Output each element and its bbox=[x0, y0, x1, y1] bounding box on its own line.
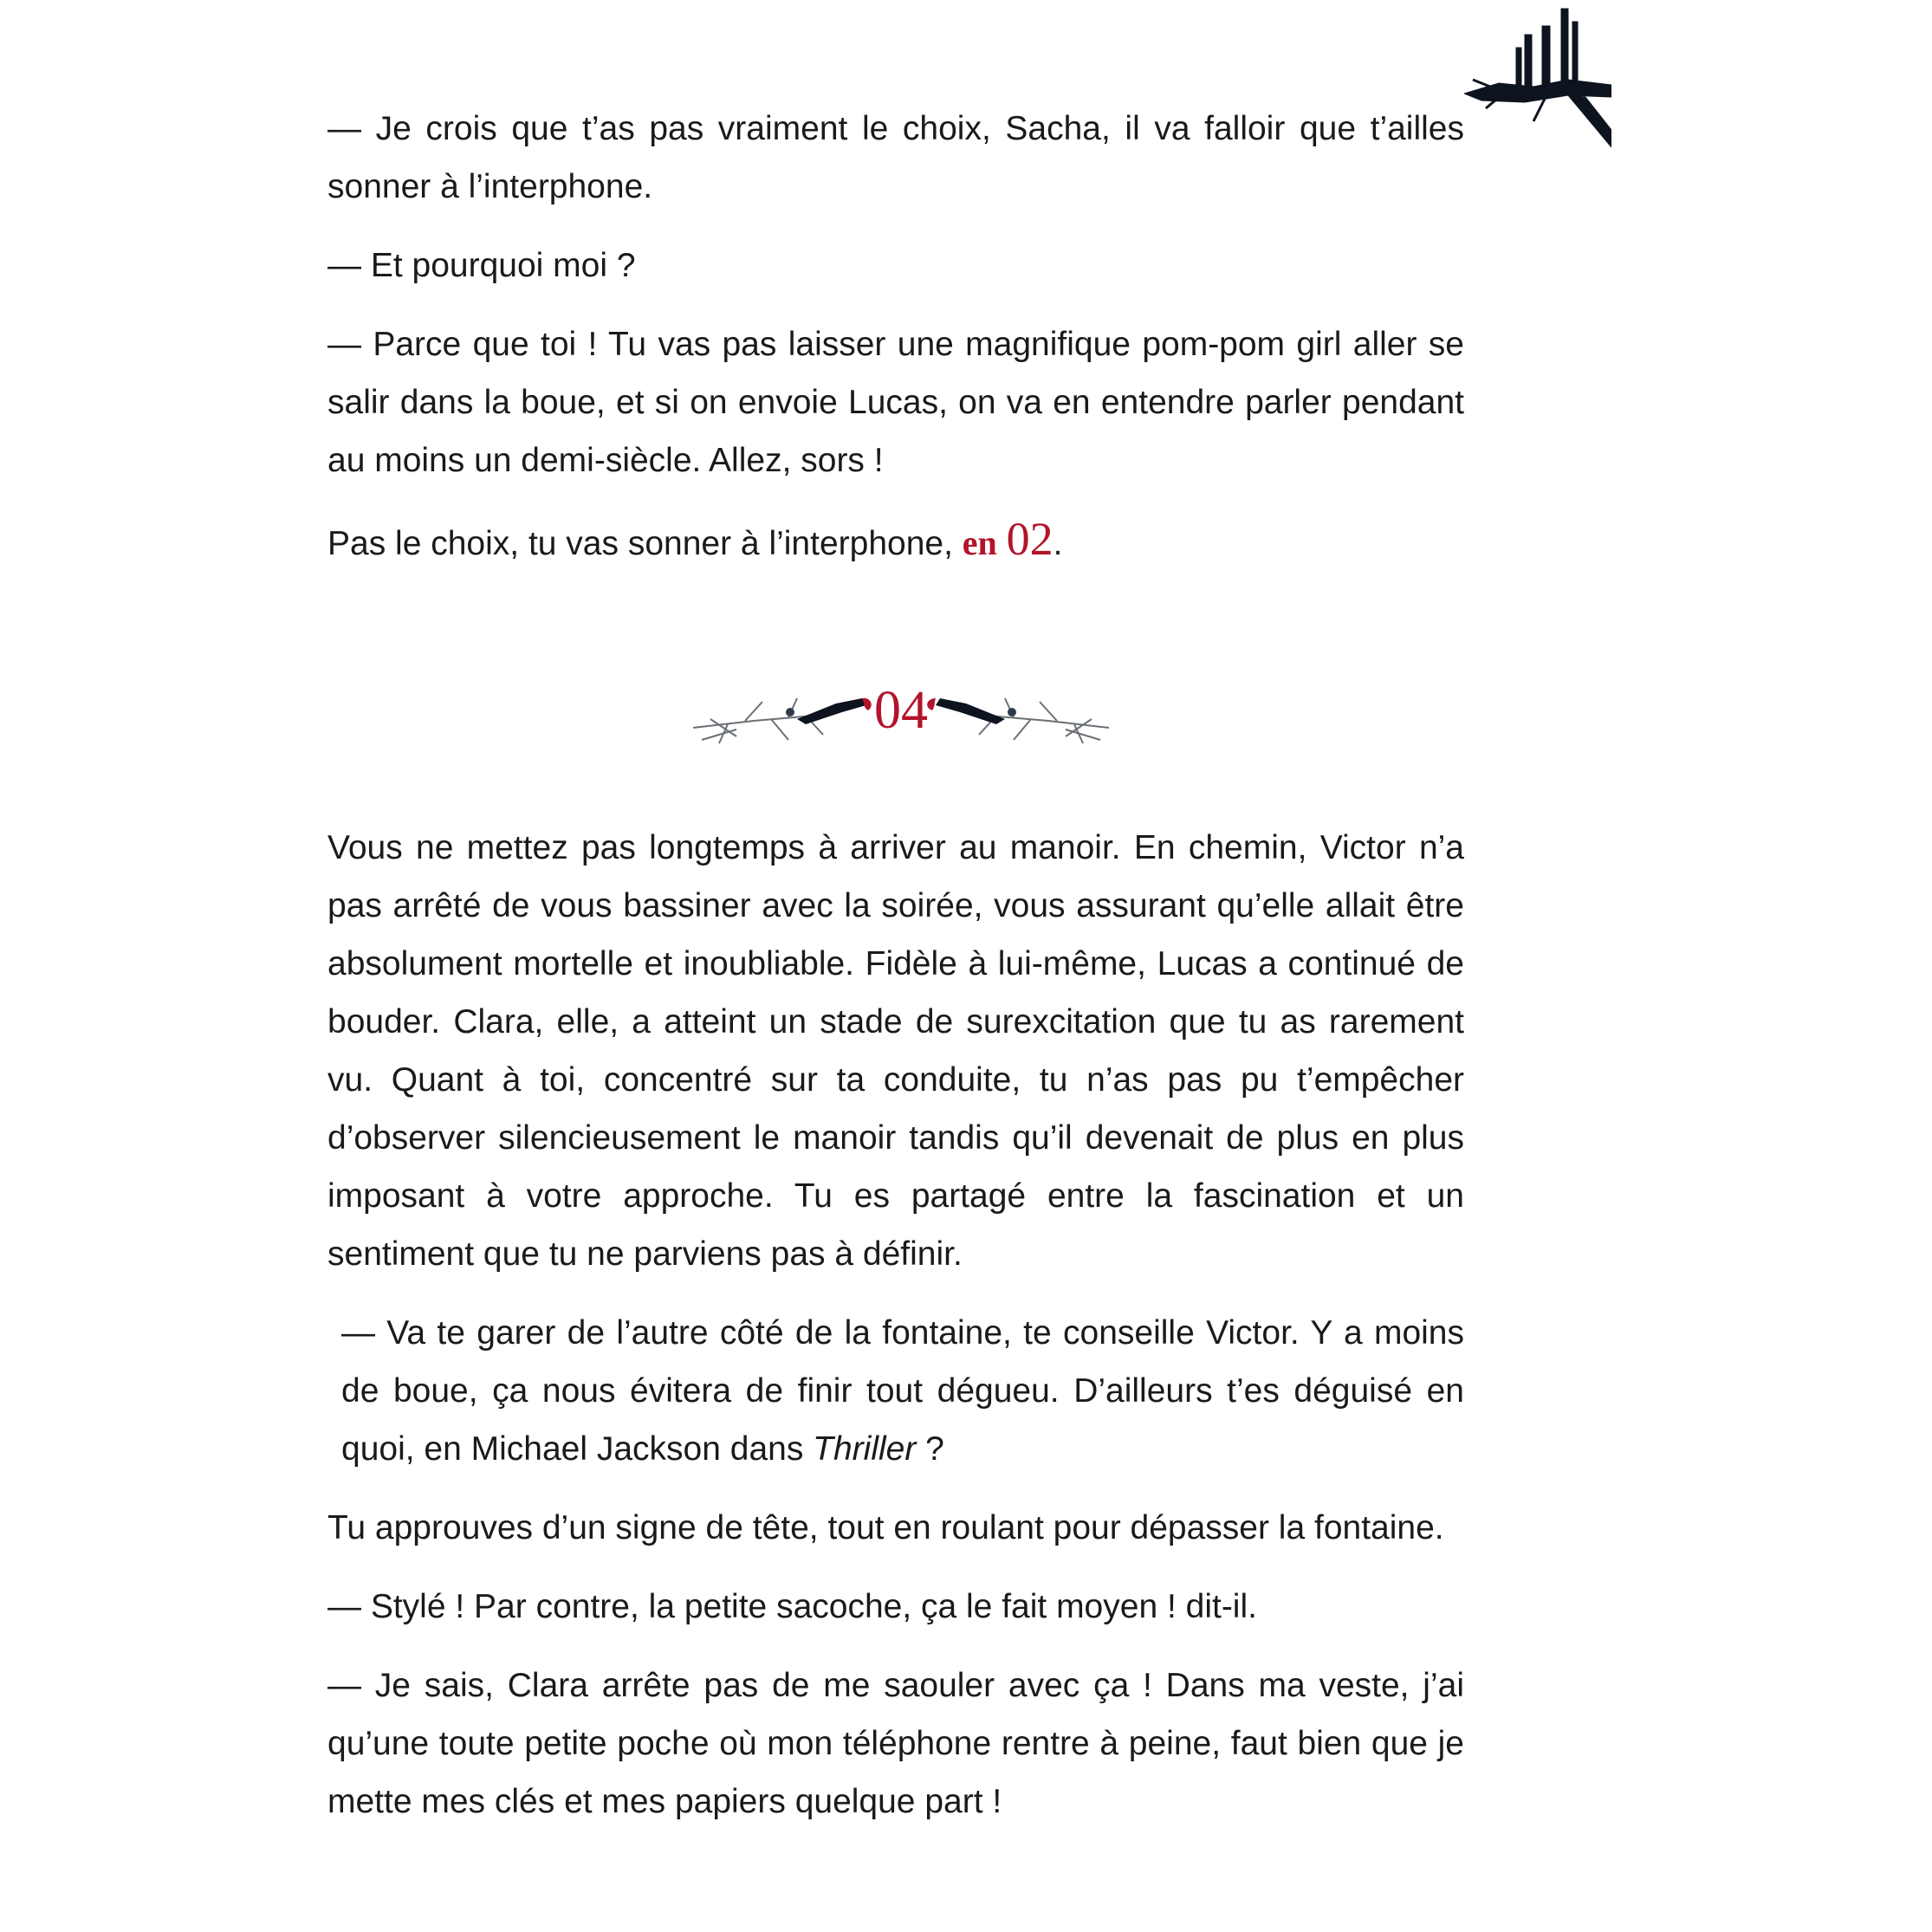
choice-text: Pas le choix, tu vas sonner à l’interphone, bbox=[327, 525, 963, 562]
dialogue-paragraph: — Parce que toi ! Tu vas pas laisser une magnifique pom-pom girl aller se salir dans la boue, et si on envoie Lucas, on va en entendre parler pendant au moins un demi-siècle. Allez, sors ! bbox=[327, 326, 1464, 479]
narrative-paragraph: Vous ne mettez pas longtemps à arriver au manoir. En chemin, Victor n’a pas arrêté de vous bassiner avec la soirée, vous assurant qu’elle allait être absolument mortelle et inoubliable. Fidèle à lui-même, Lucas a continué de bouder. Clara, elle, a atteint un stade de surexcitation que tu as rarement vu. Quant à toi, concentré sur ta conduite, tu n’as pas pu t’empêcher d’observer silencieusement le manoir tandis qu’il devenait de plus en plus imposant à votre approche. Tu es partagé entre la fascination et un sentiment que tu ne parviens pas à définir. bbox=[327, 829, 1464, 1273]
dialogue-paragraph: — Je crois que t’as pas vraiment le choix, Sacha, il va falloir que t’ailles sonner à l’interphone. bbox=[327, 110, 1464, 205]
section-number: 04 bbox=[874, 681, 928, 740]
choice-paragraph bbox=[327, 510, 1464, 573]
dialogue-text: — Va te garer de l’autre côté de la fontaine, te conseille Victor. Y a moins de boue, ça nous évitera de finir tout dégueu. D’ailleurs t’es déguisé en quoi, en Michael Jackson dans bbox=[341, 1314, 1464, 1468]
choice-link-number[interactable]: 02 bbox=[1006, 513, 1054, 565]
dialogue-paragraph: — Je sais, Clara arrête pas de me saouler avec ça ! Dans ma veste, j’ai qu’une toute petite poche où mon téléphone rentre à peine, faut bien que je mette mes clés et mes papiers quelque part ! bbox=[327, 1667, 1464, 1820]
dialogue-end: ? bbox=[916, 1430, 944, 1468]
top-text-block bbox=[327, 100, 1464, 573]
castle-silhouette-icon bbox=[1464, 0, 1611, 152]
narrative-paragraph: Tu approuves d’un signe de tête, tout en roulant pour dépasser la fontaine. bbox=[327, 1509, 1444, 1546]
choice-end: . bbox=[1053, 525, 1063, 562]
body-text-block bbox=[327, 819, 1464, 1831]
dialogue-paragraph: — Et pourquoi moi ? bbox=[327, 247, 636, 284]
italic-title: Thriller bbox=[813, 1430, 917, 1468]
dialogue-paragraph: — Stylé ! Par contre, la petite sacoche, ça le fait moyen ! dit-il. bbox=[327, 1588, 1257, 1625]
section-header bbox=[684, 667, 1118, 771]
dialogue-paragraph bbox=[327, 1304, 1464, 1478]
choice-link-word[interactable]: en bbox=[962, 523, 997, 562]
